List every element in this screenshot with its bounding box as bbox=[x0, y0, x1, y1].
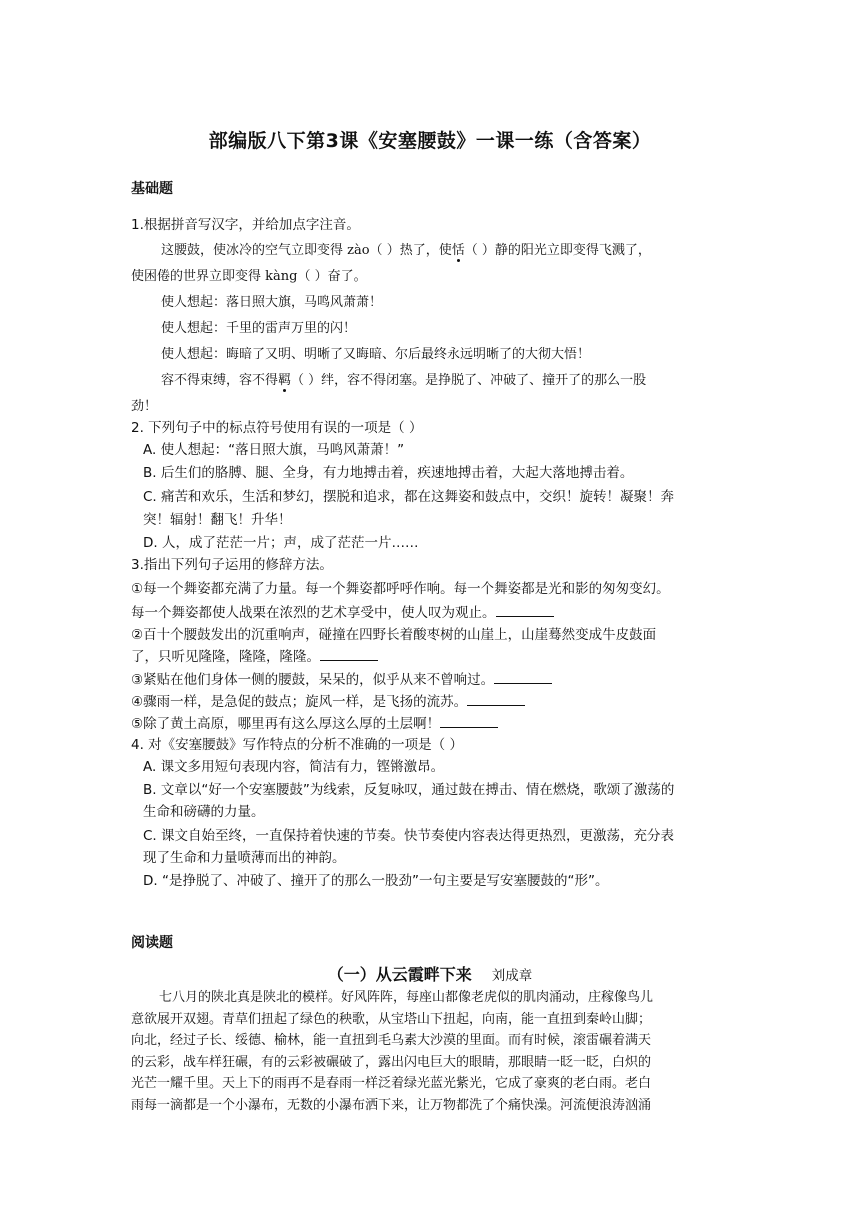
q4-option-b-cont: 生命和磅礴的力量。 bbox=[143, 804, 265, 820]
q1-passage-line7: 劲！ bbox=[131, 399, 158, 414]
q3-sentence-5: ⑤除了黄土高原，哪里再有这么厚这么厚的土层啊！ bbox=[131, 714, 498, 733]
q3-sentence-2: ②百十个腰鼓发出的沉重响声，碰撞在四野长着酸枣树的山崖上，山崖蓦然变成牛皮鼓面 bbox=[131, 627, 657, 643]
q4-option-c-cont: 现了生命和力量喷薄而出的神韵。 bbox=[143, 850, 346, 866]
q2-option-c-cont: 突！辐射！翻飞！升华！ bbox=[143, 512, 292, 528]
paragraph-line: 雨每一滴都是一个小瀑布，无数的小瀑布洒下来，让万物都洗了个痛快澡。河流便浪涛汹涌 bbox=[131, 1097, 652, 1113]
answer-blank[interactable] bbox=[440, 714, 498, 728]
q4-stem: 4. 对《安塞腰鼓》写作特点的分析不准确的一项是（ ） bbox=[131, 737, 463, 753]
q3-sentence-1-cont: 每一个舞姿都使人战栗在浓烈的艺术享受中，使人叹为观止。 bbox=[131, 603, 554, 622]
q1-stem: 1.根据拼音写汉字，并给加点字注音。 bbox=[131, 217, 360, 233]
q2-option-d: D. 人，成了茫茫一片；声，成了茫茫一片…… bbox=[143, 535, 419, 551]
reading-paragraph bbox=[131, 987, 731, 1116]
q2-stem: 2. 下列句子中的标点符号使用有误的一项是（ ） bbox=[131, 420, 423, 436]
paragraph-line: 的云彩，战车样狂碾，有的云彩被碾破了，露出闪电巨大的眼睛，那眼睛一眨一眨，白炽的 bbox=[131, 1054, 652, 1070]
q4-option-c: C. 课文自始至终，一直保持着快速的节奏。快节奏使内容表达得更热烈，更激荡，充分表 bbox=[143, 828, 675, 844]
q2-option-c: C. 痛苦和欢乐，生活和梦幻，摆脱和追求，都在这舞姿和鼓点中，交织！旋转！凝聚！奔 bbox=[143, 489, 675, 505]
q1-passage-line1: 这腰鼓，使冰冷的空气立即变得 zào（ ）热了，使恬（ ）静的阳光立即变得飞溅了， bbox=[161, 243, 651, 258]
q1-passage-line5: 使人想起：晦暗了又明、明晰了又晦暗、尔后最终永远明晰了的大彻大悟！ bbox=[161, 347, 591, 362]
paragraph-line: 意欲展开双翅。青草们扭起了绿色的秧歌，从宝塔山下扭起，向南，能一直扭到秦岭山脚； bbox=[131, 1011, 652, 1027]
q1-passage-line4: 使人想起：千里的雷声万里的闪！ bbox=[161, 321, 357, 336]
q4-option-a: A. 课文多用短句表现内容，简洁有力，铿锵激昂。 bbox=[143, 759, 445, 775]
q2-option-a: A. 使人想起：“落日照大旗，马鸣风萧萧！” bbox=[143, 442, 405, 458]
q3-sentence-3: ③紧贴在他们身体一侧的腰鼓，呆呆的，似乎从来不曾响过。 bbox=[131, 670, 552, 689]
q3-sentence-1: ①每一个舞姿都充满了力量。每一个舞姿都呼呼作响。每一个舞姿都是光和影的匆匆变幻。 bbox=[131, 581, 670, 597]
q4-option-d: D. “是挣脱了、冲破了、撞开了的那么一股劲”一句主要是写安塞腰鼓的“形”。 bbox=[143, 873, 609, 889]
reading-title: （一）从云霞畔下来 bbox=[327, 965, 472, 984]
reading-heading bbox=[0, 962, 860, 985]
paragraph-line: 光芒一耀千里。天上下的雨再不是春雨一样泛着绿光蓝光紫光，它成了豪爽的老白雨。老白 bbox=[131, 1076, 652, 1091]
answer-blank[interactable] bbox=[320, 647, 378, 661]
paragraph-line: 七八月的陕北真是陕北的模样。好风阵阵，每座山都像老虎似的肌肉涌动，庄稼像鸟儿 bbox=[159, 990, 654, 1005]
q4-option-b: B. 文章以“好一个安塞腰鼓”为线索，反复咏叹，通过鼓在搏击、情在燃烧，歌颂了激荡的 bbox=[143, 782, 675, 798]
paragraph-line: 向北，经过子长、绥德、榆林，能一直扭到毛乌素大沙漠的里面。而有时候，滚雷碾着满天 bbox=[131, 1033, 652, 1048]
answer-blank[interactable] bbox=[467, 692, 525, 706]
q2-option-b: B. 后生们的胳膊、腿、全身，有力地搏击着，疾速地搏击着，大起大落地搏击着。 bbox=[143, 465, 634, 481]
answer-blank[interactable] bbox=[496, 603, 554, 617]
section-heading-basic: 基础题 bbox=[131, 181, 173, 197]
q1-passage-line6: 容不得束缚，容不得羁（ ）绊，容不得闭塞。是挣脱了、冲破了、撞开了的那么一股 bbox=[161, 373, 647, 388]
q3-sentence-2-cont: 了，只听见隆隆，隆隆，隆隆。 bbox=[131, 647, 378, 666]
q1-dotted-char-ji: 羁 bbox=[278, 373, 292, 388]
document-title: 部编版八下第3课《安塞腰鼓》一课一练（含答案） bbox=[208, 130, 652, 152]
q1-passage-line3: 使人想起：落日照大旗，马鸣风萧萧！ bbox=[161, 295, 383, 310]
q3-sentence-4: ④骤雨一样，是急促的鼓点；旋风一样，是飞扬的流苏。 bbox=[131, 692, 525, 711]
q1-dotted-char-tian: 恬 bbox=[451, 243, 465, 258]
answer-blank[interactable] bbox=[494, 670, 552, 684]
section-heading-reading: 阅读题 bbox=[131, 935, 173, 951]
q1-passage-line2: 使困倦的世界立即变得 kàng（ ）奋了。 bbox=[131, 269, 367, 284]
q3-stem: 3.指出下列句子运用的修辞方法。 bbox=[131, 557, 333, 573]
reading-author: 刘成章 bbox=[491, 968, 533, 984]
